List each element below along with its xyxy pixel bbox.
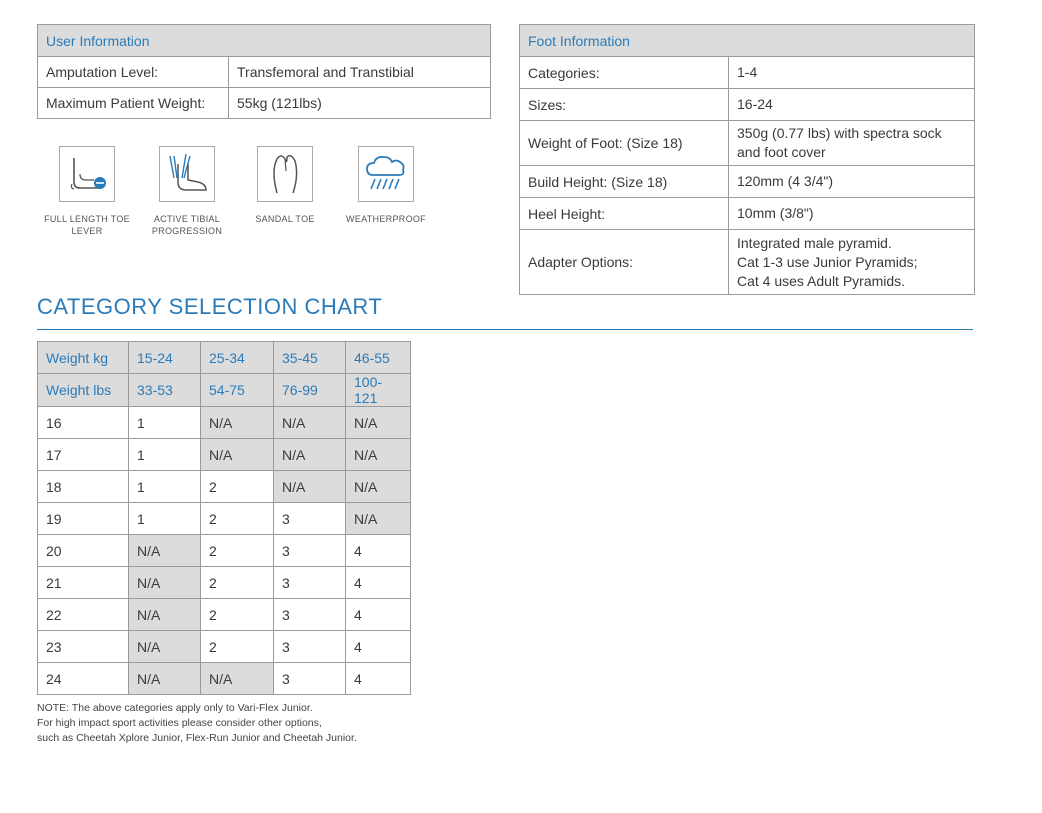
toe-lever-icon: [59, 146, 115, 202]
category-cell: N/A: [129, 599, 201, 631]
adapter-options-line: Cat 1-3 use Junior Pyramids;: [737, 253, 918, 270]
size-cell: 17: [38, 439, 129, 471]
category-cell: 4: [346, 631, 411, 663]
category-cell: N/A: [346, 471, 411, 503]
category-cell: 4: [346, 599, 411, 631]
category-cell: 4: [346, 663, 411, 695]
category-cell: 2: [201, 471, 274, 503]
amputation-level-value: Transfemoral and Transtibial: [229, 57, 491, 88]
foot-weight-line: and foot cover: [737, 144, 826, 160]
feature-weatherproof: [331, 146, 441, 225]
header-lbs-range: 100-121: [346, 374, 411, 407]
category-cell: 3: [274, 631, 346, 663]
size-cell: 23: [38, 631, 129, 663]
feature-label-line: FULL LENGTH TOE: [44, 214, 130, 224]
feature-label-line: ACTIVE TIBIAL: [153, 214, 221, 224]
category-cell: 4: [346, 535, 411, 567]
weatherproof-icon: [358, 146, 414, 202]
category-cell: N/A: [129, 663, 201, 695]
note-line: such as Cheetah Xplore Junior, Flex-Run Junior and Cheetah Junior.: [37, 732, 357, 744]
category-cell: 2: [201, 631, 274, 663]
category-cell: N/A: [201, 407, 274, 439]
sizes-value: 16-24: [729, 89, 975, 121]
user-information-table: [37, 24, 491, 119]
max-weight-value: 55kg (121lbs): [229, 88, 491, 119]
header-kg-range: 46-55: [346, 342, 411, 374]
size-cell: 24: [38, 663, 129, 695]
foot-information-table: [519, 24, 975, 295]
header-kg-range: 15-24: [129, 342, 201, 374]
max-weight-label: Maximum Patient Weight:: [38, 88, 229, 119]
header-lbs-range: 54-75: [201, 374, 274, 407]
category-cell: N/A: [346, 439, 411, 471]
foot-weight-value: [729, 121, 975, 166]
category-cell: N/A: [274, 471, 346, 503]
chart-divider: [37, 329, 973, 330]
heel-height-value: 10mm (3/8"): [729, 198, 975, 230]
chart-title: CATEGORY SELECTION CHART: [37, 294, 383, 319]
feature-label-line: SANDAL TOE: [255, 214, 315, 224]
category-cell: 1: [129, 503, 201, 535]
note-line: NOTE: The above categories apply only to Vari-Flex Junior.: [37, 702, 313, 714]
category-cell: N/A: [274, 439, 346, 471]
category-cell: N/A: [274, 407, 346, 439]
category-cell: 3: [274, 567, 346, 599]
category-cell: 2: [201, 599, 274, 631]
category-cell: 3: [274, 663, 346, 695]
feature-label-line: LEVER: [71, 226, 103, 236]
foot-information-header: Foot Information: [520, 25, 975, 57]
category-cell: 2: [201, 567, 274, 599]
category-cell: 2: [201, 503, 274, 535]
header-kg-range: 25-34: [201, 342, 274, 374]
category-cell: N/A: [346, 407, 411, 439]
header-kg-range: 35-45: [274, 342, 346, 374]
category-cell: 1: [129, 407, 201, 439]
foot-weight-label: Weight of Foot: (Size 18): [520, 121, 729, 166]
size-cell: 19: [38, 503, 129, 535]
category-cell: 3: [274, 599, 346, 631]
category-cell: 4: [346, 567, 411, 599]
feature-tibial-progression: [132, 146, 242, 237]
tibial-progression-icon: [159, 146, 215, 202]
header-lbs-range: 76-99: [274, 374, 346, 407]
build-height-label: Build Height: (Size 18): [520, 166, 729, 198]
category-cell: 3: [274, 503, 346, 535]
size-cell: 16: [38, 407, 129, 439]
feature-label-line: WEATHERPROOF: [346, 214, 426, 224]
adapter-options-label: Adapter Options:: [520, 230, 729, 295]
category-cell: N/A: [129, 631, 201, 663]
sizes-label: Sizes:: [520, 89, 729, 121]
category-cell: 1: [129, 439, 201, 471]
build-height-value: 120mm (4 3/4"): [729, 166, 975, 198]
amputation-level-label: Amputation Level:: [38, 57, 229, 88]
adapter-options-line: Integrated male pyramid.: [737, 234, 892, 251]
header-weight-kg: Weight kg: [38, 342, 129, 374]
adapter-options-value: [729, 230, 975, 295]
header-weight-lbs: Weight lbs: [38, 374, 129, 407]
category-cell: 1: [129, 471, 201, 503]
heel-height-label: Heel Height:: [520, 198, 729, 230]
category-cell: N/A: [201, 663, 274, 695]
note-line: For high impact sport activities please consider other options,: [37, 717, 322, 729]
feature-sandal-toe: [230, 146, 340, 225]
adapter-options-line: Cat 4 uses Adult Pyramids.: [737, 272, 906, 289]
category-cell: N/A: [201, 439, 274, 471]
header-lbs-range: 33-53: [129, 374, 201, 407]
categories-value: 1-4: [729, 57, 975, 89]
category-cell: 2: [201, 535, 274, 567]
user-information-header: User Information: [38, 25, 491, 57]
feature-label-line: PROGRESSION: [151, 226, 223, 236]
size-cell: 18: [38, 471, 129, 503]
foot-weight-line: 350g (0.77 lbs) with spectra sock: [737, 125, 942, 141]
feature-toe-lever: [32, 146, 142, 237]
sandal-toe-icon: [257, 146, 313, 202]
category-cell: 3: [274, 535, 346, 567]
size-cell: 22: [38, 599, 129, 631]
size-cell: 20: [38, 535, 129, 567]
categories-label: Categories:: [520, 57, 729, 89]
category-selection-table: [37, 341, 411, 695]
size-cell: 21: [38, 567, 129, 599]
category-cell: N/A: [129, 567, 201, 599]
category-cell: N/A: [346, 503, 411, 535]
note: [37, 701, 357, 746]
category-cell: N/A: [129, 535, 201, 567]
